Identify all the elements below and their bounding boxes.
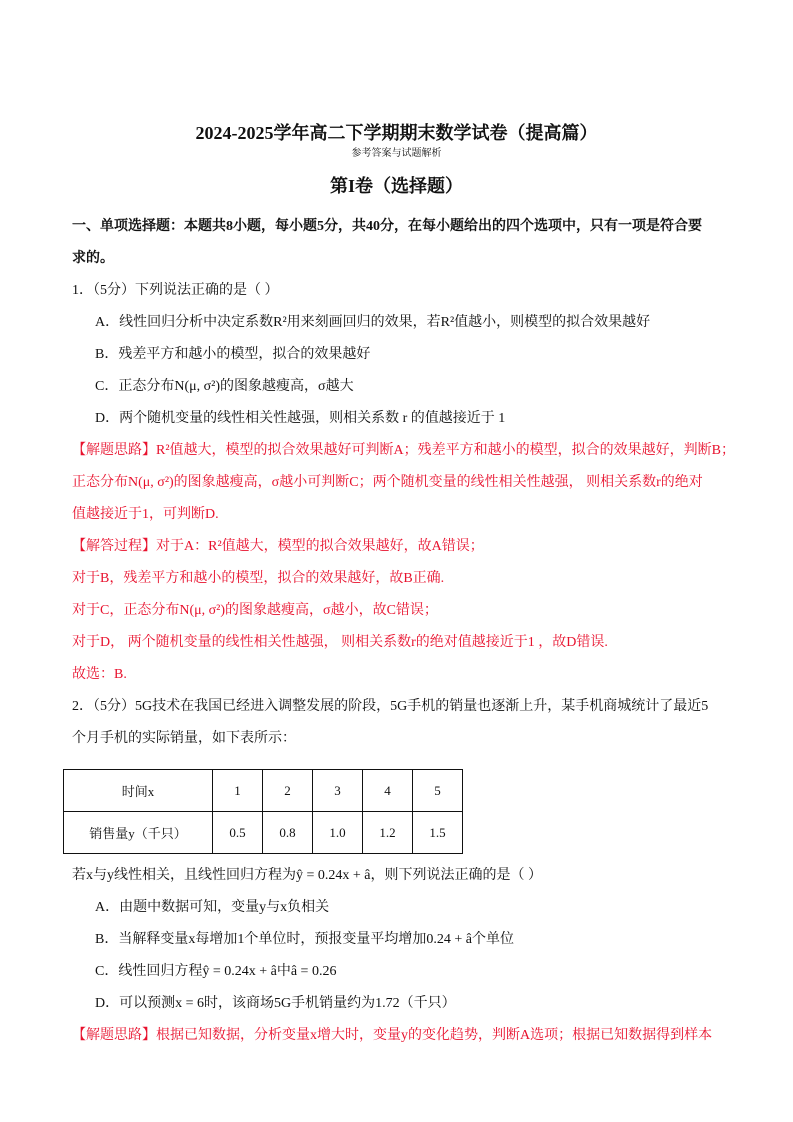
q1-solution: 【解答过程】对于A：R²值越大，模型的拟合效果越好，故A错误； [72,539,484,554]
q1-analysis: 【解题思路】R²值越大，模型的拟合效果越好可判断A；残差平方和越小的模型，拟合的效果越好，判断B； [72,443,735,458]
q1-analysis: 值越接近于1，可判断D. [72,507,219,522]
q2-option-b: B．当解释变量x每增加1个单位时，预报变量平均增加0.24 + â个单位 [95,932,514,947]
q2-option-c: C．线性回归方程ŷ = 0.24x + â中â = 0.26 [95,964,337,979]
table-row [64,770,463,812]
table-cell: 4 [363,770,413,812]
question-2-stem: 个月手机的实际销量，如下表所示： [72,731,296,746]
table-cell: 1 [213,770,263,812]
q2-question: 若x与y线性相关，且线性回归方程为ŷ = 0.24x + â，则下列说法正确的是（ ） [72,868,543,883]
intro-line: 一、单项选择题：本题共8小题，每小题5分，共40分，在每小题给出的四个选项中，只有一项是符合要 [72,219,702,234]
section-heading: 第I卷（选择题） [329,176,463,196]
table-header-cell: 销售量y（千只） [64,812,213,854]
table-header-cell: 时间x [64,770,213,812]
q1-option-d: D．两个随机变量的线性相关性越强，则相关系数 r 的值越接近于 1 [95,411,506,426]
q2-option-a: A．由题中数据可知，变量y与x负相关 [95,900,330,915]
q1-answer: 故选：B. [72,667,127,682]
q2-analysis: 【解题思路】根据已知数据，分析变量x增大时，变量y的变化趋势，判断A选项；根据已知数据得到样本 [72,1028,713,1043]
table-cell: 1.2 [363,812,413,854]
table-cell: 1.0 [313,812,363,854]
table-cell: 3 [313,770,363,812]
table-cell: 5 [413,770,463,812]
table-cell: 0.8 [263,812,313,854]
q1-option-b: B．残差平方和越小的模型，拟合的效果越好 [95,347,371,362]
q1-solution: 对于C，正态分布N(μ, σ²)的图象越瘦高，σ越小，故C错误； [72,603,438,618]
table-cell: 1.5 [413,812,463,854]
q2-option-d: D．可以预测x = 6时，该商场5G手机销量约为1.72（千只） [95,996,456,1011]
table-cell: 0.5 [213,812,263,854]
q1-option-c: C．正态分布N(μ, σ²)的图象越瘦高，σ越大 [95,379,354,394]
table-cell: 2 [263,770,313,812]
q1-option-a: A．线性回归分析中决定系数R²用来刻画回归的效果，若R²值越小，则模型的拟合效果越好 [95,315,651,330]
question-1-stem: 1．（5分）下列说法正确的是（ ） [72,283,279,298]
intro-line: 求的。 [72,251,114,266]
document-subtitle: 参考答案与试题解析 [351,148,442,159]
sales-table [63,769,463,854]
document-body [72,211,735,1052]
question-2-stem: 2．（5分）5G技术在我国已经进入调整发展的阶段，5G手机的销量也逐渐上升，某手机商城统计了最近5 [72,699,709,714]
q1-solution: 对于D， 两个随机变量的线性相关性越强， 则相关系数r的绝对值越接近于1 ，故D错误. [72,635,608,650]
q1-analysis: 正态分布N(μ, σ²)的图象越瘦高，σ越小可判断C；两个随机变量的线性相关性越强， 则相关系数r的绝对 [72,475,703,490]
q1-solution: 对于B，残差平方和越小的模型，拟合的效果越好，故B正确. [72,571,445,586]
table-row [64,812,463,854]
document-title: 2024-2025学年高二下学期期末数学试卷（提高篇） [195,123,598,143]
